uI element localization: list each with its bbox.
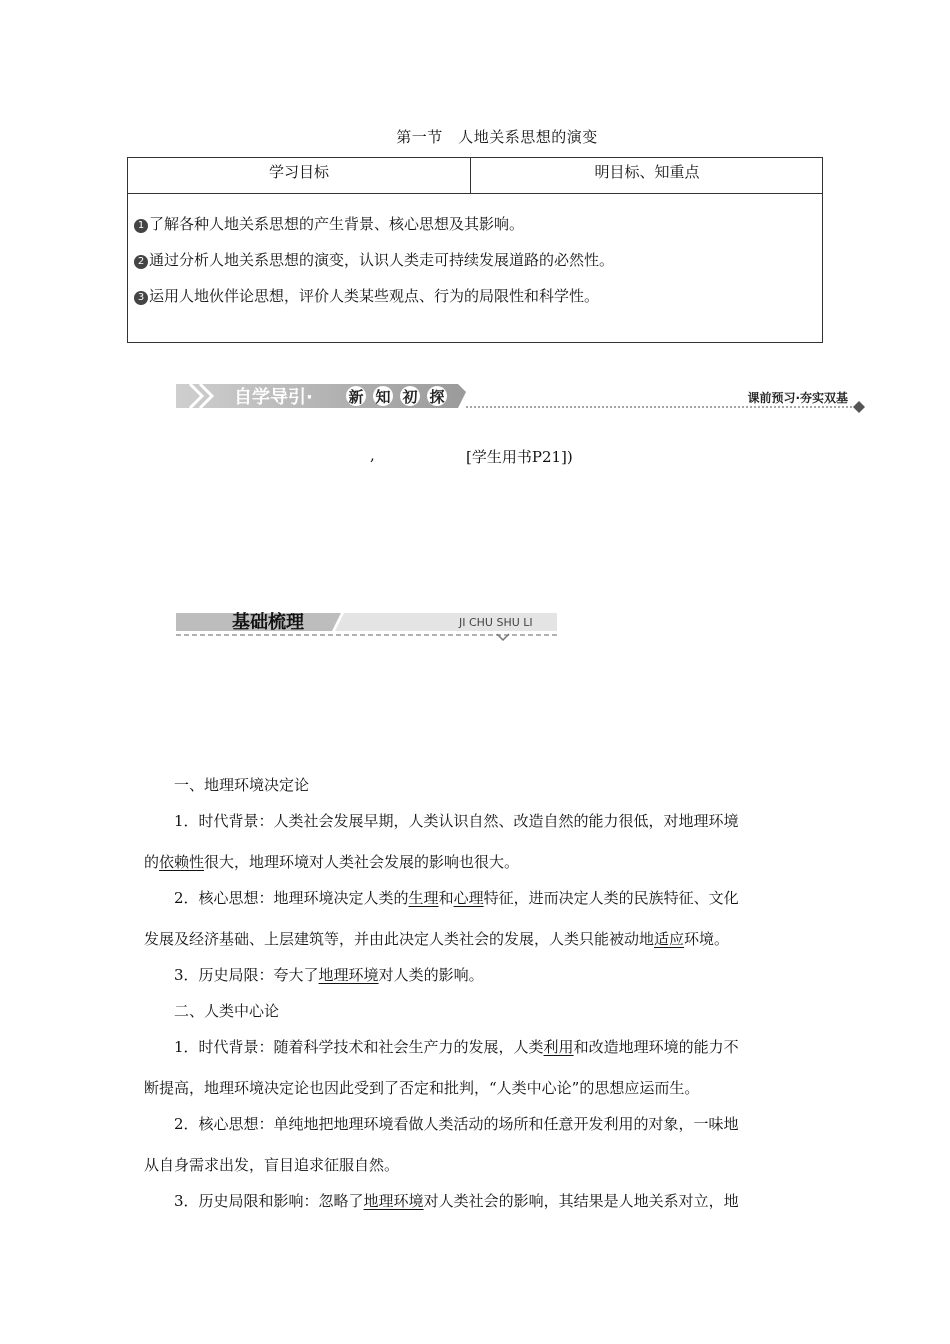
blank-answer: 利用 — [543, 1038, 574, 1056]
heading-anthropocentrism: 二、人类中心论 — [174, 1002, 280, 1020]
text-span: 和 — [438, 889, 454, 907]
text-span: 2．核心思想：地理环境决定人类的 — [174, 889, 409, 907]
blank-answer: 心理 — [453, 889, 484, 907]
s1-p2-line2 — [144, 929, 809, 950]
textbook-reference: [学生用书P21]) — [466, 448, 573, 466]
s2-p2-line2: 从自身需求出发，盲目追求征服自然。 — [144, 1156, 400, 1174]
text-span: 发展及经济基础、上层建筑等，并由此决定人类社会的发展，人类只能被动地 — [144, 930, 655, 948]
table-header-goals: 学习目标 — [128, 158, 471, 193]
table-header-focus: 明目标、知重点 — [594, 163, 700, 181]
banner-char-4: 探 — [429, 388, 445, 406]
learning-goals-table — [127, 157, 823, 343]
goal-text-1: 了解各种人地关系思想的产生背景、核心思想及其影响。 — [149, 215, 525, 233]
s1-p1-line2 — [144, 852, 809, 873]
blank-answer: 依赖性 — [159, 853, 205, 871]
section-banner-zixue — [176, 378, 866, 414]
text-span: 1．时代背景：随着科学技术和社会生产力的发展，人类 — [174, 1038, 544, 1056]
table-header-row — [128, 158, 822, 194]
s2-p2-line1: 2．核心思想：单纯地把地理环境看做人类活动的场所和任意开发利用的对象，一味地 — [174, 1115, 739, 1133]
chevron-down-icon — [497, 634, 509, 640]
banner-ribbon — [176, 384, 466, 408]
goal-item-3 — [134, 285, 599, 306]
s1-p3 — [144, 965, 839, 986]
jichu-title: 基础梳理 — [232, 612, 304, 633]
page-title: 第一节 人地关系思想的演变 — [396, 128, 598, 146]
blank-answer: 地理环境 — [318, 966, 379, 984]
goal-item-2 — [134, 249, 614, 270]
banner-left-text: 自学导引· — [234, 387, 313, 408]
text-span: 很大，地理环境对人类社会发展的影响也很大。 — [204, 853, 520, 871]
banner-right-text: 课前预习·夯实双基 — [747, 391, 848, 405]
jichu-pinyin: JI CHU SHU LI — [459, 616, 533, 629]
blank-answer: 地理环境 — [363, 1192, 424, 1210]
diamond-icon — [853, 401, 865, 413]
text-span: 和改造地理环境的能力不 — [573, 1038, 739, 1056]
text-span: 对人类的影响。 — [378, 966, 484, 984]
text-span: 的 — [144, 853, 160, 871]
number-badge-1: 1 — [134, 219, 148, 233]
s1-p1-line1: 1．时代背景：人类社会发展早期，人类认识自然、改造自然的能力很低，对地理环境 — [174, 812, 739, 830]
text-span: 3．历史局限：夸大了 — [174, 966, 319, 984]
banner-char-1: 新 — [348, 388, 364, 406]
text-span: 3．历史局限和影响：忽略了 — [174, 1192, 364, 1210]
text-span: 环境。 — [684, 930, 730, 948]
number-badge-3: 3 — [134, 291, 148, 305]
subsection-banner-jichu — [176, 607, 560, 643]
s2-p1-line2: 断提高，地理环境决定论也因此受到了否定和批判，“人类中心论”的思想应运而生。 — [144, 1079, 700, 1097]
s2-p1-line1 — [144, 1037, 839, 1058]
ref-comma: , — [370, 446, 375, 464]
goal-text-3: 运用人地伙伴论思想，评价人类某些观点、行为的局限性和科学性。 — [149, 287, 600, 305]
s1-p2-line1 — [144, 888, 839, 909]
number-badge-2: 2 — [134, 255, 148, 269]
banner-char-2: 知 — [375, 388, 391, 406]
goal-item-1 — [134, 213, 524, 234]
blank-answer: 生理 — [408, 889, 439, 907]
text-span: 对人类社会的影响，其结果是人地关系对立，地 — [423, 1192, 739, 1210]
text-span: 特征，进而决定人类的民族特征、文化 — [483, 889, 739, 907]
heading-determinism: 一、地理环境决定论 — [174, 776, 310, 794]
goal-text-2: 通过分析人地关系思想的演变，认识人类走可持续发展道路的必然性。 — [149, 251, 615, 269]
s2-p3 — [144, 1191, 839, 1212]
banner-char-3: 初 — [402, 388, 418, 406]
blank-answer: 适应 — [654, 930, 685, 948]
